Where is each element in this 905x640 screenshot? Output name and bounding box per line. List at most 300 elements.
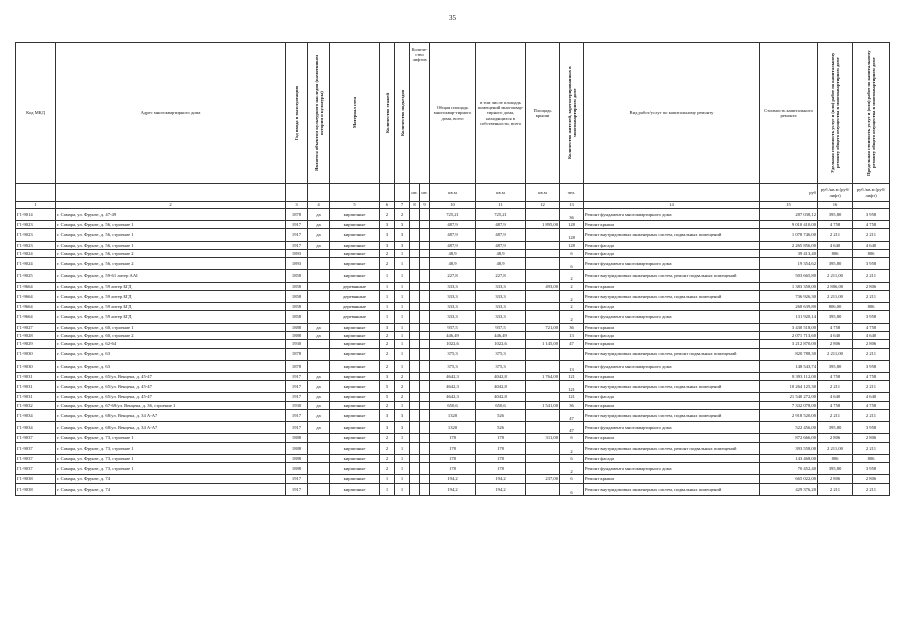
- cell-address: г. Самара, ул. Фрунзе, д. 62-64: [56, 340, 286, 348]
- cell-residents: 2: [560, 290, 584, 302]
- cell-total-area: 227,8: [430, 270, 476, 282]
- cell-entrances: 3: [395, 229, 410, 241]
- cell-address: г. Самара, ул. Фрунзе, д. 65/ул. Венцека, д. 45-47: [56, 393, 286, 401]
- cell-address: г. Самара, ул. Фрунзе, д. 68/ул. Венцека, д. 34 А-А7: [56, 422, 286, 434]
- cell-mkd-code: Г1-9024: [16, 249, 56, 257]
- cell-residents: [560, 348, 584, 360]
- cell-unit-cost: 2 211: [818, 229, 853, 241]
- column-number: 3: [286, 202, 308, 209]
- cell-work-type: Ремонт фасада: [584, 331, 760, 339]
- cell-unit-cost: 2 806: [818, 434, 853, 442]
- cell-material: деревянные: [330, 282, 380, 290]
- cell-residents: 36: [560, 401, 584, 409]
- cell-total-area: 333,3: [430, 290, 476, 302]
- cell-unit-cost: 2 806: [818, 475, 853, 483]
- cell-year: 1858: [286, 311, 308, 323]
- unit-unit-cost: руб./кв.м (руб/лифт): [818, 184, 853, 202]
- cell-total-area: 375,3: [430, 360, 476, 372]
- cell-lifts-passenger: [410, 463, 420, 475]
- cell-lifts-cargo: [420, 475, 430, 483]
- unit-residents: чел.: [560, 184, 584, 202]
- cell-year: 1917: [286, 229, 308, 241]
- cell-cost: 21 540 272,00: [760, 393, 818, 401]
- cell-address: г. Самара, ул. Фрунзе, д. 73, строение 1: [56, 442, 286, 454]
- cell-cost: 665 022,00: [760, 475, 818, 483]
- cell-address: г. Самара, ул. Фрунзе, д. 73, строение 1: [56, 454, 286, 462]
- cell-cost: 70 452,40: [760, 463, 818, 475]
- cell-unit-cost: 4 640: [818, 331, 853, 339]
- cell-roof-area: [526, 303, 560, 311]
- cell-mkd-code: Г1-9038: [16, 483, 56, 495]
- cell-material: кирпичные: [330, 258, 380, 270]
- cell-cost: 736 926,30: [760, 290, 818, 302]
- cell-heritage: [308, 249, 330, 257]
- cell-heritage: [308, 258, 330, 270]
- table-row: [16, 409, 890, 421]
- cell-lifts-passenger: [410, 282, 420, 290]
- cell-lifts-cargo: [420, 372, 430, 380]
- cell-work-type: Ремонт крыши: [584, 434, 760, 442]
- column-numbers-row: [16, 202, 890, 209]
- cell-address: г. Самара, ул. Фрунзе, д. 73, строение 1: [56, 434, 286, 442]
- unit-lifts-cargo: шт.: [420, 184, 430, 202]
- cell-lifts-passenger: [410, 393, 420, 401]
- cell-roof-area: [526, 331, 560, 339]
- cell-max-cost: 3 958: [853, 209, 890, 221]
- cell-floors: 2: [380, 249, 395, 257]
- cell-lifts-passenger: [410, 311, 420, 323]
- cell-cost: 287 038,12: [760, 209, 818, 221]
- cell-lifts-cargo: [420, 323, 430, 331]
- cell-material: кирпичные: [330, 209, 380, 221]
- column-number: 14: [584, 202, 760, 209]
- cell-cost: 8 393 112,00: [760, 372, 818, 380]
- cell-roof-area: [526, 270, 560, 282]
- cell-work-type: Ремонт фасада: [584, 249, 760, 257]
- column-number: 8: [410, 202, 420, 209]
- cell-residents: 121: [560, 381, 584, 393]
- cell-floors: 2: [380, 463, 395, 475]
- cell-unit-cost: 395,80: [818, 422, 853, 434]
- cell-max-cost: 4 758: [853, 323, 890, 331]
- column-number: 4: [308, 202, 330, 209]
- cell-lifts-passenger: [410, 483, 420, 495]
- cell-lifts-passenger: [410, 381, 420, 393]
- cell-mkd-code: Г1-9037: [16, 454, 56, 462]
- cell-roof-area: 311,00: [526, 434, 560, 442]
- cell-residents: 47: [560, 422, 584, 434]
- cell-unit-cost: 4 640: [818, 241, 853, 249]
- cell-lifts-passenger: [410, 372, 420, 380]
- cell-year: 1917: [286, 221, 308, 229]
- cell-mkd-code: Г1-9028: [16, 331, 56, 339]
- cell-entrances: 1: [395, 340, 410, 348]
- cell-residents: 6: [560, 434, 584, 442]
- cell-mkd-code: Г1-9027: [16, 323, 56, 331]
- cell-cost: 9 010 410,00: [760, 221, 818, 229]
- cell-mkd-code: Г1-9029: [16, 340, 56, 348]
- cell-mkd-code: Г1-9032: [16, 401, 56, 409]
- cell-roof-area: [526, 393, 560, 401]
- cell-total-area: 487,9: [430, 221, 476, 229]
- cell-heritage: [308, 282, 330, 290]
- cell-material: кирпичные: [330, 434, 380, 442]
- cell-year: 1917: [286, 483, 308, 495]
- cell-lifts-passenger: [410, 290, 420, 302]
- cell-entrances: 1: [395, 360, 410, 372]
- cell-cost: 522 456,00: [760, 422, 818, 434]
- cell-work-type: Ремонт фасада: [584, 241, 760, 249]
- cell-lifts-cargo: [420, 303, 430, 311]
- cell-total-area: 48,9: [430, 258, 476, 270]
- cell-cost: 2 918 520,00: [760, 409, 818, 421]
- cell-year: 1878: [286, 360, 308, 372]
- cell-roof-area: [526, 483, 560, 495]
- cell-floors: 3: [380, 241, 395, 249]
- header-residents-label: Количество жителей, зарегистрированных в многоквартирном доме: [566, 66, 577, 160]
- cell-cost: 2 071 713,60: [760, 331, 818, 339]
- cell-cost: 1 383 358,00: [760, 282, 818, 290]
- unit-total-area: кв.м: [430, 184, 476, 202]
- cell-year: 1917: [286, 381, 308, 393]
- cell-owned-area: 375,3: [476, 348, 526, 360]
- cell-entrances: 3: [395, 422, 410, 434]
- cell-owned-area: 526: [476, 409, 526, 421]
- cell-max-cost: 4 640: [853, 393, 890, 401]
- cell-cost: 268 639,80: [760, 303, 818, 311]
- cell-total-area: 725,21: [430, 209, 476, 221]
- table-row: [16, 381, 890, 393]
- cell-total-area: 1320: [430, 409, 476, 421]
- cell-address: г. Самара, ул. Фрунзе, д. 56, строение 2: [56, 249, 286, 257]
- cell-max-cost: 2 211: [853, 442, 890, 454]
- unit-empty: [330, 184, 380, 202]
- cell-cost: 2 265 856,00: [760, 241, 818, 249]
- cell-work-type: Ремонт крыши: [584, 323, 760, 331]
- cell-roof-area: 493,00: [526, 282, 560, 290]
- cell-unit-cost: 4 758: [818, 372, 853, 380]
- cell-roof-area: [526, 249, 560, 257]
- cell-unit-cost: 2 211: [818, 483, 853, 495]
- cell-owned-area: 487,9: [476, 229, 526, 241]
- cell-year: 1917: [286, 422, 308, 434]
- cell-lifts-cargo: [420, 340, 430, 348]
- table-row: [16, 442, 890, 454]
- cell-heritage: [308, 442, 330, 454]
- cell-work-type: Ремонт крыши: [584, 282, 760, 290]
- cell-heritage: [308, 340, 330, 348]
- cell-max-cost: 3 958: [853, 360, 890, 372]
- cell-floors: 5: [380, 393, 395, 401]
- cell-address: г. Самара, ул. Фрунзе, д. 56, строение 1: [56, 241, 286, 249]
- cell-year: 1888: [286, 331, 308, 339]
- table-row: [16, 360, 890, 372]
- table-row: [16, 372, 890, 380]
- cell-year: 1878: [286, 348, 308, 360]
- cell-floors: 2: [380, 340, 395, 348]
- cell-mkd-code: Г1-9664: [16, 303, 56, 311]
- cell-lifts-passenger: [410, 442, 420, 454]
- cell-total-area: 1022,6: [430, 340, 476, 348]
- cell-mkd-code: Г1-9031: [16, 381, 56, 393]
- cell-residents: 128: [560, 229, 584, 241]
- units-row: [16, 184, 890, 202]
- cell-roof-area: [526, 229, 560, 241]
- cell-floors: 1: [380, 483, 395, 495]
- table-row: [16, 454, 890, 462]
- cell-year: 1858: [286, 270, 308, 282]
- cell-material: кирпичные: [330, 442, 380, 454]
- cell-heritage: [308, 311, 330, 323]
- cell-residents: 36: [560, 323, 584, 331]
- cell-owned-area: 487,9: [476, 221, 526, 229]
- cell-floors: 3: [380, 422, 395, 434]
- cell-material: кирпичные: [330, 221, 380, 229]
- cell-heritage: [308, 483, 330, 495]
- cell-address: г. Самара, ул. Фрунзе, д. 59 литер БГД: [56, 282, 286, 290]
- cell-material: деревянные: [330, 311, 380, 323]
- table-row: [16, 311, 890, 323]
- header-address: Адрес многоквартирного дома: [56, 43, 286, 184]
- column-number: 6: [380, 202, 395, 209]
- cell-work-type: Ремонт внутридомовых инженерных систем, ремонт подвальных помещений: [584, 270, 760, 282]
- cell-total-area: 4642,3: [430, 393, 476, 401]
- cell-material: кирпичные: [330, 372, 380, 380]
- cell-unit-cost: 395,80: [818, 360, 853, 372]
- cell-work-type: Ремонт фундамента многоквартирного дома: [584, 258, 760, 270]
- cell-owned-area: 178: [476, 454, 526, 462]
- cell-max-cost: 3 958: [853, 463, 890, 475]
- cell-owned-area: 178: [476, 434, 526, 442]
- cell-floors: 2: [380, 258, 395, 270]
- cell-heritage: да: [308, 229, 330, 241]
- cell-roof-area: [526, 422, 560, 434]
- cell-unit-cost: 2 211,00: [818, 290, 853, 302]
- header-floors: [380, 43, 395, 184]
- cell-unit-cost: 806,00: [818, 303, 853, 311]
- cell-cost: 3 430 518,00: [760, 323, 818, 331]
- cell-year: 1930: [286, 401, 308, 409]
- cell-address: г. Самара, ул. Фрунзе, д. 56, строение 1: [56, 221, 286, 229]
- cell-owned-area: 1022,6: [476, 340, 526, 348]
- cell-floors: 5: [380, 381, 395, 393]
- header-max-cost-label: Предельная стоимость услуг и (или) работ по капитальному ремонту общего имущества в многоквартирном доме: [866, 50, 877, 176]
- header-mkd-code: Код МКД: [16, 43, 56, 184]
- cell-work-type: Ремонт крыши: [584, 401, 760, 409]
- cell-cost: 820 788,30: [760, 348, 818, 360]
- cell-residents: 47: [560, 409, 584, 421]
- cell-lifts-cargo: [420, 241, 430, 249]
- cell-mkd-code: Г1-9030: [16, 348, 56, 360]
- cell-lifts-cargo: [420, 311, 430, 323]
- cell-heritage: да: [308, 409, 330, 421]
- table-row: [16, 303, 890, 311]
- cell-year: 1917: [286, 409, 308, 421]
- table-row: [16, 340, 890, 348]
- cell-max-cost: 4 758: [853, 221, 890, 229]
- table-row: [16, 270, 890, 282]
- header-roof-area: Площадь крыши: [526, 43, 560, 184]
- cell-heritage: да: [308, 323, 330, 331]
- cell-material: кирпичные: [330, 463, 380, 475]
- cell-address: г. Самара, ул. Фрунзе, д. 60, строение 2: [56, 331, 286, 339]
- column-number: 7: [395, 202, 410, 209]
- cell-floors: 2: [380, 209, 395, 221]
- header-max-cost: [853, 43, 890, 184]
- cell-floors: 3: [380, 323, 395, 331]
- column-number: 2: [56, 202, 286, 209]
- cell-floors: 2: [380, 348, 395, 360]
- cell-year: 1888: [286, 463, 308, 475]
- cell-entrances: 1: [395, 282, 410, 290]
- table-row: [16, 229, 890, 241]
- unit-cost: руб: [760, 184, 818, 202]
- cell-owned-area: 48,9: [476, 258, 526, 270]
- cell-material: кирпичные: [330, 331, 380, 339]
- cell-work-type: Ремонт фундамента многоквартирного дома: [584, 463, 760, 475]
- cell-lifts-cargo: [420, 331, 430, 339]
- cell-lifts-passenger: [410, 258, 420, 270]
- cell-year: 1858: [286, 290, 308, 302]
- header-year: [286, 43, 308, 184]
- cell-lifts-cargo: [420, 258, 430, 270]
- cell-lifts-cargo: [420, 282, 430, 290]
- column-number: 11: [476, 202, 526, 209]
- cell-lifts-passenger: [410, 434, 420, 442]
- cell-material: кирпичные: [330, 483, 380, 495]
- cell-mkd-code: Г1-9023: [16, 229, 56, 241]
- cell-total-area: 48,9: [430, 249, 476, 257]
- cell-residents: 6: [560, 454, 584, 462]
- header-entrances: [395, 43, 410, 184]
- column-number-pad: [853, 202, 890, 209]
- unit-empty: [286, 184, 308, 202]
- cell-heritage: да: [308, 372, 330, 380]
- cell-entrances: 1: [395, 249, 410, 257]
- table-row: [16, 463, 890, 475]
- cell-year: 1878: [286, 209, 308, 221]
- cell-lifts-passenger: [410, 401, 420, 409]
- cell-lifts-cargo: [420, 360, 430, 372]
- cell-lifts-passenger: [410, 360, 420, 372]
- cell-mkd-code: Г1-9031: [16, 372, 56, 380]
- cell-residents: 47: [560, 340, 584, 348]
- cell-material: кирпичные: [330, 454, 380, 462]
- cell-max-cost: 806: [853, 303, 890, 311]
- cell-roof-area: [526, 348, 560, 360]
- cell-unit-cost: 395,80: [818, 209, 853, 221]
- cell-residents: 121: [560, 372, 584, 380]
- cell-floors: 1: [380, 475, 395, 483]
- cell-mkd-code: Г1-9025: [16, 270, 56, 282]
- cell-entrances: 1: [395, 331, 410, 339]
- header-residents: [560, 43, 584, 184]
- cell-max-cost: 3 958: [853, 422, 890, 434]
- cell-max-cost: 3 958: [853, 258, 890, 270]
- unit-empty: [380, 184, 395, 202]
- cell-lifts-cargo: [420, 249, 430, 257]
- cell-address: г. Самара, ул. Фрунзе, д. 56, строение 1: [56, 229, 286, 241]
- cell-mkd-code: Г1-9034: [16, 422, 56, 434]
- unit-roof-area: кв.м: [526, 184, 560, 202]
- cell-floors: 3: [380, 409, 395, 421]
- cell-roof-area: [526, 209, 560, 221]
- cell-work-type: Ремонт фасада: [584, 454, 760, 462]
- cell-address: г. Самара, ул. Фрунзе, д. 73, строение 1: [56, 463, 286, 475]
- cell-max-cost: 4 640: [853, 241, 890, 249]
- header-total-area: Общая площадь многоквар-тирного дома, всего: [430, 43, 476, 184]
- unit-lifts-passenger: шт.: [410, 184, 420, 202]
- cell-owned-area: 725,21: [476, 209, 526, 221]
- cell-mkd-code: Г1-9664: [16, 311, 56, 323]
- cell-owned-area: 333,3: [476, 311, 526, 323]
- cell-residents: 2: [560, 442, 584, 454]
- cell-floors: 3: [380, 221, 395, 229]
- cell-work-type: Ремонт внутридомовых инженерных систем, подвальных помещений: [584, 290, 760, 302]
- cell-roof-area: [526, 381, 560, 393]
- cell-heritage: да: [308, 393, 330, 401]
- cell-heritage: да: [308, 422, 330, 434]
- cell-residents: 36: [560, 209, 584, 221]
- table-row: [16, 483, 890, 495]
- cell-roof-area: 721,00: [526, 323, 560, 331]
- cell-heritage: да: [308, 331, 330, 339]
- cell-floors: 1: [380, 270, 395, 282]
- cell-owned-area: 937,5: [476, 323, 526, 331]
- cell-lifts-cargo: [420, 348, 430, 360]
- cell-material: кирпичные: [330, 229, 380, 241]
- cell-material: кирпичные: [330, 323, 380, 331]
- header-heritage-label: Является объектом культурного наследия (памятником истории и культуры): [313, 54, 324, 172]
- header-floors-label: Количество этажей: [384, 93, 390, 133]
- cell-entrances: 1: [395, 311, 410, 323]
- cell-material: кирпичные: [330, 381, 380, 393]
- table-row: [16, 249, 890, 257]
- cell-entrances: 3: [395, 409, 410, 421]
- cell-material: деревянные: [330, 303, 380, 311]
- cell-heritage: [308, 303, 330, 311]
- cell-year: 1917: [286, 372, 308, 380]
- cell-max-cost: 2 211: [853, 348, 890, 360]
- cell-floors: 2: [380, 331, 395, 339]
- cell-roof-area: [526, 463, 560, 475]
- cell-entrances: 2: [395, 393, 410, 401]
- header-heritage: [308, 43, 330, 184]
- cell-cost: 19 354,62: [760, 258, 818, 270]
- cell-cost: 429 376,20: [760, 483, 818, 495]
- column-number: 10: [430, 202, 476, 209]
- cell-lifts-passenger: [410, 209, 420, 221]
- cell-heritage: [308, 463, 330, 475]
- cell-cost: 503 665,80: [760, 270, 818, 282]
- cell-year: 1893: [286, 258, 308, 270]
- cell-mkd-code: Г1-9664: [16, 282, 56, 290]
- cell-cost: 1 078 746,00: [760, 229, 818, 241]
- cell-lifts-cargo: [420, 409, 430, 421]
- cell-max-cost: 2 211: [853, 229, 890, 241]
- cell-entrances: 1: [395, 270, 410, 282]
- cell-address: г. Самара, ул. Фрунзе, д. 65/ул. Венцека, д. 45-47: [56, 372, 286, 380]
- cell-entrances: 2: [395, 209, 410, 221]
- header-unit-cost-label: Удельная стоимость услуг и (или) работ по капитальному ремонту общего имущества в многоквартирном доме: [830, 52, 841, 174]
- table-row: [16, 209, 890, 221]
- cell-lifts-passenger: [410, 241, 420, 249]
- cell-lifts-cargo: [420, 401, 430, 409]
- cell-unit-cost: 4 758: [818, 221, 853, 229]
- cell-work-type: Ремонт внутридомовых инженерных систем, подвальных помещений: [584, 409, 760, 421]
- cell-total-area: 446,49: [430, 331, 476, 339]
- cell-unit-cost: 4 640: [818, 393, 853, 401]
